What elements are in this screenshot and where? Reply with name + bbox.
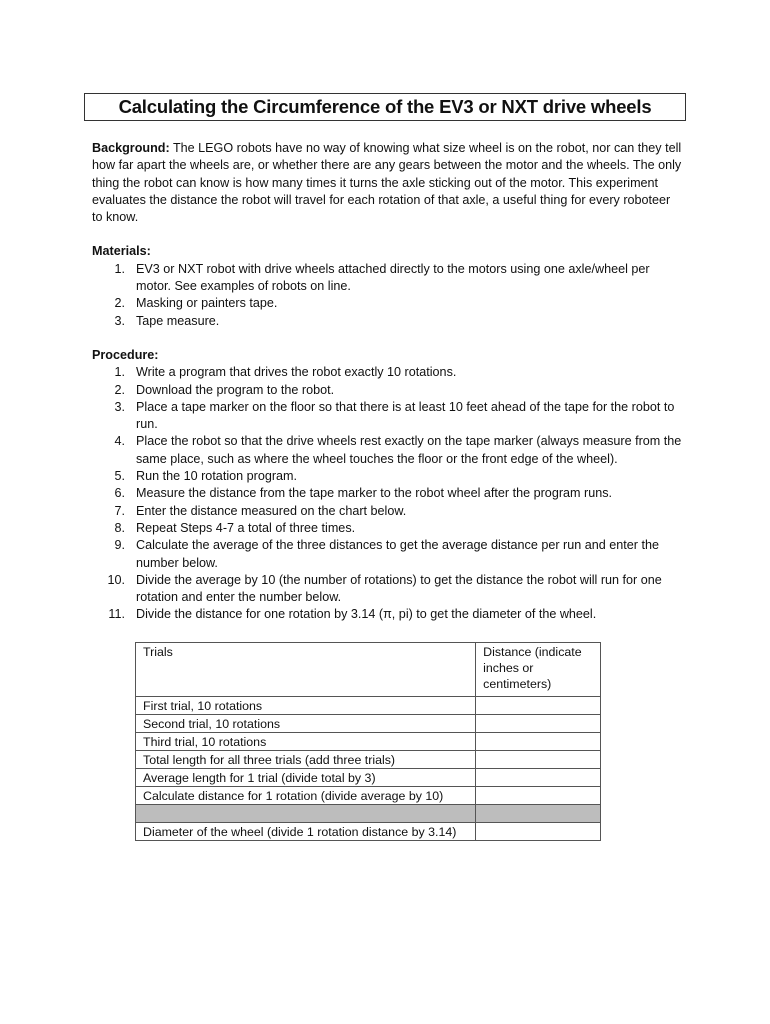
list-text: Tape measure. [136,313,220,328]
document-title: Calculating the Circumference of the EV3 or NXT drive wheels [118,96,652,118]
list-number: 2. [114,296,125,311]
shaded-divider-row [136,805,601,823]
distance-cell[interactable] [476,823,601,841]
list-item [92,433,682,468]
table-header-row [136,643,601,697]
list-item [92,520,682,537]
list-item [92,606,682,623]
list-number: 4. [114,434,125,449]
distance-cell[interactable] [476,697,601,715]
list-number: 9. [114,538,125,553]
row-label [136,805,476,823]
spacer [92,330,682,347]
row-label: Second trial, 10 rotations [136,715,476,733]
list-item [92,399,682,434]
list-number: 5. [114,469,125,484]
list-number: 1. [114,365,125,380]
distance-cell[interactable] [476,733,601,751]
list-number: 3. [114,399,125,414]
list-item [92,313,682,330]
list-number: 2. [114,382,125,397]
list-text: Download the program to the robot. [136,382,335,397]
row-label: Third trial, 10 rotations [136,733,476,751]
table-row [136,823,601,841]
list-item [92,468,682,485]
document-body [92,140,682,624]
row-label: Calculate distance for 1 rotation (divide average by 10) [136,787,476,805]
list-number: 6. [114,486,125,501]
list-text: Repeat Steps 4-7 a total of three times. [136,520,356,535]
trials-table [135,642,601,841]
procedure-heading: Procedure: [92,347,159,362]
distance-cell [476,805,601,823]
list-item [92,503,682,520]
table-row [136,751,601,769]
distance-cell[interactable] [476,751,601,769]
materials-heading: Materials: [92,244,151,259]
distance-cell[interactable] [476,769,601,787]
table-row [136,715,601,733]
distance-cell[interactable] [476,787,601,805]
list-number: 7. [114,503,125,518]
list-text: Calculate the average of the three distances to get the average distance per run and enter the number below. [136,538,659,570]
list-number: 11. [108,607,125,622]
list-text: EV3 or NXT robot with drive wheels attached directly to the motors using one axle/wheel per motor. See examples of robots on line. [136,261,650,294]
list-text: Enter the distance measured on the chart below. [136,503,407,518]
list-item [92,572,682,607]
list-text: Write a program that drives the robot exactly 10 rotations. [136,365,457,380]
table-row [136,769,601,787]
distance-cell[interactable] [476,715,601,733]
list-text: Place a tape marker on the floor so that there is at least 10 feet ahead of the tape for the robot to run. [136,399,675,432]
table-row [136,733,601,751]
list-number: 10. [107,572,125,587]
list-text: Masking or painters tape. [136,296,278,311]
list-text: Place the robot so that the drive wheels rest exactly on the tape marker (always measure from the same place, such as where the wheel touches the floor or the front edge of the wheel). [136,434,682,466]
list-number: 3. [114,313,125,328]
list-number: 8. [114,520,125,535]
list-item [92,537,682,572]
list-item [92,485,682,502]
row-label: First trial, 10 rotations [136,697,476,715]
list-number: 1. [114,261,125,276]
list-text: Measure the distance from the tape marker to the robot wheel after the program runs. [136,486,613,501]
materials-list [92,261,682,330]
list-item [92,382,682,399]
background-paragraph [92,140,682,226]
background-label: Background: [92,141,170,155]
list-item [92,261,682,296]
row-label: Total length for all three trials (add three trials) [136,751,476,769]
row-label: Diameter of the wheel (divide 1 rotation distance by 3.14) [136,823,476,841]
header-distance: Distance (indicate inches or centimeters) [476,643,601,697]
background-text: The LEGO robots have no way of knowing what size wheel is on the robot, nor can they tell how far apart the wheels are, or whether there are any gears between the motor and the wheels. The only thing the robot can know is how many times it turns the axle sticking out of the motor. This experiment evaluates the distance the robot will travel for each rotation of that axle, a useful thing for every roboteer to know. [92,141,682,225]
table-row [136,787,601,805]
header-trials: Trials [136,643,476,697]
title-box [84,93,686,121]
list-item [92,295,682,312]
list-text: Divide the average by 10 (the number of rotations) to get the distance the robot will run for one rotation and enter the number below. [136,572,662,605]
spacer [92,226,682,243]
procedure-list [92,364,682,623]
table-row [136,697,601,715]
list-item [92,364,682,381]
list-text: Run the 10 rotation program. [136,469,298,484]
row-label: Average length for 1 trial (divide total by 3) [136,769,476,787]
list-text: Divide the distance for one rotation by 3.14 (π, pi) to get the diameter of the wheel. [136,607,597,622]
